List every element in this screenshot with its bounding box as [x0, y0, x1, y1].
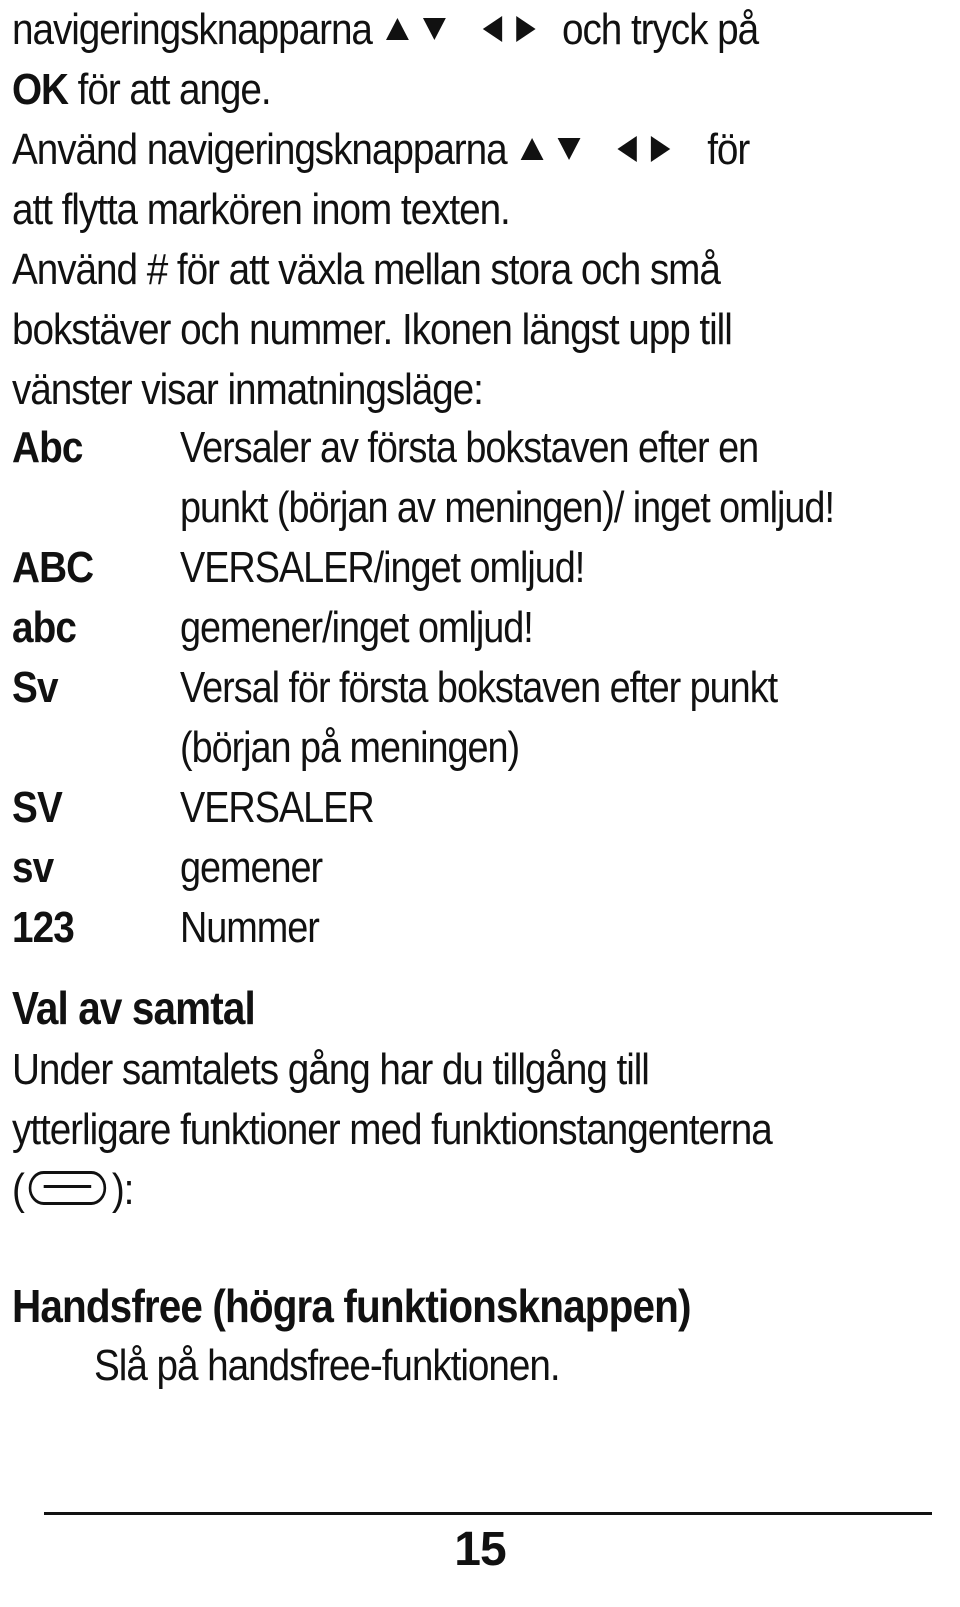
intro-line-3	[12, 120, 749, 180]
arrow-right-icon	[516, 16, 535, 42]
mode-desc-sv-upper: VERSALER	[180, 783, 374, 832]
mode-code-sv-initial: Sv	[12, 663, 58, 712]
mode-desc-sv-initial-2: (början på meningen)	[180, 723, 520, 772]
mode-desc-abc-initial-2: punkt (början av meningen)/ inget omljud!	[180, 483, 834, 532]
arrow-left-icon	[483, 16, 502, 42]
arrow-down-icon	[558, 138, 581, 160]
mode-desc-numbers: Nummer	[180, 903, 319, 952]
mode-code-numbers: 123	[12, 903, 74, 952]
arrow-up-icon	[521, 138, 544, 160]
arrow-up-icon	[386, 18, 409, 40]
mode-code-sv-lower: sv	[12, 843, 54, 892]
intro-line-7: vänster visar inmatningsläge:	[12, 365, 483, 414]
intro-line-3-text: Använd navigeringsknapparna	[12, 125, 507, 174]
intro-line-2	[12, 60, 271, 120]
mode-desc-sv-initial-1: Versal för första bokstaven efter punkt	[180, 663, 778, 712]
mode-desc-abc-upper: VERSALER/inget omljud!	[180, 543, 585, 592]
page-number: 15	[454, 1523, 506, 1576]
intro-line-6: bokstäver och nummer. Ikonen längst upp till	[12, 305, 732, 354]
intro-line-1	[12, 0, 758, 60]
section-heading-handsfree: Handsfree (högra funktionsknappen)	[12, 1280, 691, 1332]
call-options-line-2: ytterligare funktioner med funktionstangenterna	[12, 1105, 772, 1154]
mode-code-abc-upper: ABC	[12, 543, 94, 592]
arrow-left-icon	[617, 136, 636, 162]
arrow-right-icon	[651, 136, 670, 162]
intro-line-1-suffix: och tryck på	[561, 5, 759, 54]
intro-line-4: att flytta markören inom texten.	[12, 185, 510, 234]
softkey-icon	[29, 1171, 106, 1205]
mode-code-abc-lower: abc	[12, 603, 77, 652]
intro-line-5: Använd # för att växla mellan stora och små	[12, 245, 720, 294]
mode-desc-abc-lower: gemener/inget omljud!	[180, 603, 533, 652]
ok-key-label: OK	[12, 65, 68, 114]
footer-divider	[44, 1512, 932, 1515]
call-options-line-3	[12, 1160, 133, 1220]
arrow-down-icon	[423, 18, 446, 40]
intro-line-1-text: navigeringsknapparna	[12, 5, 372, 54]
section-heading-call-options: Val av samtal	[12, 982, 255, 1034]
intro-line-2-text: för att ange.	[67, 65, 271, 114]
handsfree-description: Slå på handsfree-funktionen.	[94, 1341, 560, 1390]
paren-close: ):	[111, 1165, 134, 1214]
intro-line-3-suffix: för	[707, 125, 750, 174]
paren-open: (	[12, 1165, 24, 1214]
mode-code-sv-upper: SV	[12, 783, 62, 832]
mode-desc-abc-initial-1: Versaler av första bokstaven efter en	[180, 423, 759, 472]
mode-desc-sv-lower: gemener	[180, 843, 323, 892]
call-options-line-1: Under samtalets gång har du tillgång till	[12, 1045, 649, 1094]
mode-code-abc-initial: Abc	[12, 423, 83, 472]
